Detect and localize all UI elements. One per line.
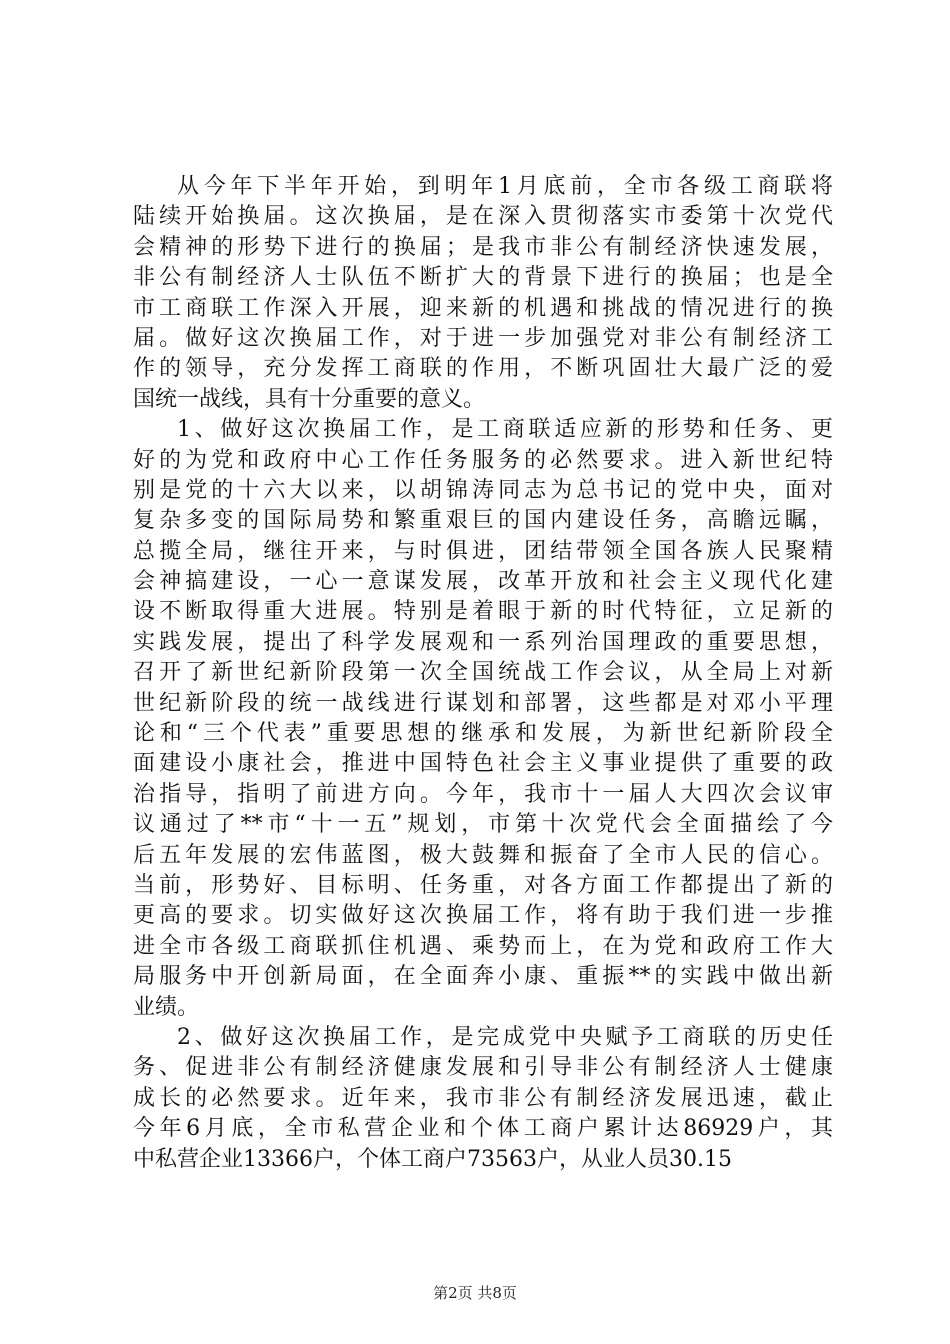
text-line: 复杂多变的国际局势和繁重艰巨的国内建设任务，高瞻远瞩， [133,508,833,534]
page-footer: 第2页 共8页 [433,1284,517,1302]
text-line: 更高的要求。切实做好这次换届工作，将有助于我们进一步推 [133,903,833,929]
text-line: 好的为党和政府中心工作任务服务的必然要求。进入新世纪特 [133,447,833,473]
text-line: 市工商联工作深入开展，迎来新的机遇和挑战的情况进行的换 [133,295,833,321]
text-line: 成长的必然要求。近年来，我市非公有制经济发展迅速，截止 [133,1085,833,1111]
text-line: 治指导，指明了前进方向。今年，我市十一届人大四次会议审 [133,781,833,807]
text-line: 务、促进非公有制经济健康发展和引导非公有制经济人士健康 [133,1055,833,1081]
text-line: 1、做好这次换届工作，是工商联适应新的形势和任务、更 [177,417,833,443]
text-line: 设不断取得重大进展。特别是着眼于新的时代特征，立足新的 [133,599,833,625]
text-line: 后五年发展的宏伟蓝图，极大鼓舞和振奋了全市人民的信心。 [133,842,833,868]
text-line: 实践发展，提出了科学发展观和一系列治国理政的重要思想， [133,629,833,655]
text-line: 别是党的十六大以来，以胡锦涛同志为总书记的党中央，面对 [133,477,833,503]
text-line: 当前，形势好、目标明、任务重，对各方面工作都提出了新的 [133,872,833,898]
text-line: 局服务中开创新局面，在全面奔小康、重振**的实践中做出新 [133,964,833,990]
text-line: 面建设小康社会，推进中国特色社会主义事业提供了重要的政 [133,751,833,777]
text-line: 今年6月底，全市私营企业和个体工商户累计达86929户，其 [133,1116,833,1142]
text-line: 非公有制经济人士队伍不断扩大的背景下进行的换届；也是全 [133,265,833,291]
document-body [133,172,833,1175]
text-line: 届。做好这次换届工作，对于进一步加强党对非公有制经济工 [133,325,833,351]
text-line: 业绩。 [133,994,200,1020]
paragraph [133,1023,833,1175]
text-line: 世纪新阶段的统一战线进行谋划和部署，这些都是对邓小平理 [133,690,833,716]
paragraph [133,172,833,415]
text-line: 陆续开始换届。这次换届，是在深入贯彻落实市委第十次党代 [133,204,833,230]
text-line: 作的领导，充分发挥工商联的作用，不断巩固壮大最广泛的爱 [133,356,833,382]
text-line: 进全市各级工商联抓住机遇、乘势而上，在为党和政府工作大 [133,933,833,959]
text-line: 2、做好这次换届工作，是完成党中央赋予工商联的历史任 [177,1024,833,1050]
text-line: 议通过了**市“十一五”规划，市第十次党代会全面描绘了今 [133,812,833,838]
text-line: 中私营企业13366户，个体工商户73563户，从业人员30.15 [133,1146,732,1172]
text-line: 国统一战线，具有十分重要的意义。 [133,386,486,412]
text-line: 召开了新世纪新阶段第一次全国统战工作会议，从全局上对新 [133,660,833,686]
text-line: 会精神的形势下进行的换届；是我市非公有制经济快速发展， [133,234,833,260]
text-line: 总揽全局，继往开来，与时俱进，团结带领全国各族人民聚精 [133,538,833,564]
text-line: 从今年下半年开始，到明年1月底前，全市各级工商联将 [177,174,833,199]
text-line: 论和“三个代表”重要思想的继承和发展，为新世纪新阶段全 [133,721,833,747]
text-line: 会神搞建设，一心一意谋发展，改革开放和社会主义现代化建 [133,569,833,595]
paragraph [133,415,833,1023]
